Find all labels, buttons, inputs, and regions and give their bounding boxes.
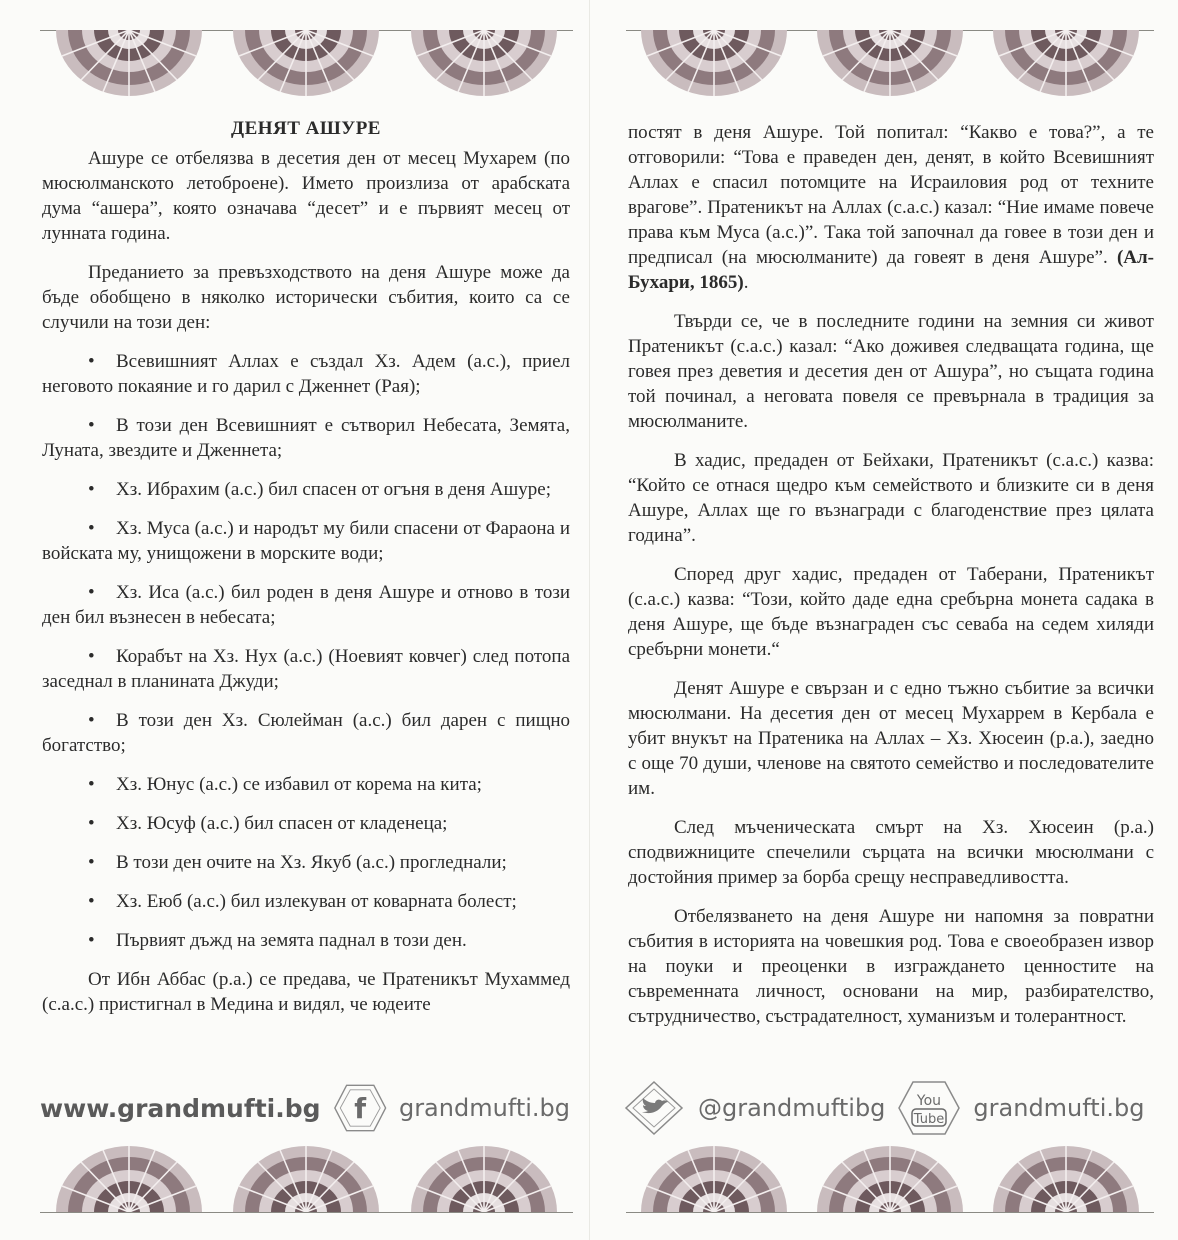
list-item: • Хз. Юсуф (а.с.) бил спасен от кладенеца; bbox=[88, 813, 448, 834]
list-item: • Корабът на Хз. Нух (а.с.) (Ноевият ковчег) след потопа заседнал в планината Джуди; bbox=[42, 646, 570, 692]
bullet: • bbox=[88, 646, 95, 667]
lead-paragraph: Преданието за превъзходството на деня Ашуре може да бъде обобщено в няколко исторически събития, които са се случили на този ден: bbox=[42, 262, 570, 333]
bullet: • bbox=[88, 891, 95, 912]
mandala-ornament bbox=[639, 1142, 789, 1212]
events-list bbox=[42, 349, 570, 953]
list-item: • В този ден Хз. Сюлейман (а.с.) бил дарен с пищно богатство; bbox=[42, 710, 570, 756]
mandala-ornament bbox=[231, 30, 381, 100]
mandala-ornament bbox=[991, 1142, 1141, 1212]
list-item: • Хз. Еюб (а.с.) бил излекуван от коварната болест; bbox=[88, 891, 517, 912]
bullet: • bbox=[88, 813, 95, 834]
list-item: • Хз. Юнус (а.с.) се избавил от корема на кита; bbox=[88, 774, 482, 795]
continuation-paragraph: постят в деня Ашуре. Той попитал: “Какво е това?”, а те отговорили: “Това е праведен ден, денят, в който Всевишният Аллах е спасил потомците на Исраиловия род от техните врагове”. Пратеникът на Аллах (с.а.с.) казал: “Ние имаме повече права към Муса (а.с.)”. Така той започнал да говее в този ден и предписал (на мюсюлманите) да говеят в деня Ашуре”. (Ал-Бухари, 1865). bbox=[628, 122, 1155, 293]
bullet: • bbox=[88, 710, 95, 731]
paragraph: Твърди се, че в последните години на земния си живот Пратеникът (с.а.с.) казал: “Ако доживея следващата година, ще говея през деветия и десетия ден от Ашура”, но същата година той починал, а неговата повеля се превърнала в традиция за мюсюлманите. bbox=[628, 311, 1154, 432]
mandala-ornament bbox=[991, 30, 1141, 100]
mandala-ornament bbox=[815, 30, 965, 100]
bottom-rule bbox=[626, 1212, 1154, 1213]
youtube-icon[interactable] bbox=[897, 1080, 961, 1136]
mandala-ornament bbox=[231, 1142, 381, 1212]
bottom-rule bbox=[40, 1212, 573, 1213]
intro-paragraph: Ашуре се отбелязва в десетия ден от месец Мухарем (по мюсюлманското летоброене). Името произлиза от арабската дума “ашера”, която означава “десет” и е първият месец от лунната година. bbox=[42, 148, 570, 244]
bullet: • bbox=[88, 415, 95, 436]
list-item: • Всевишният Аллах е създал Хз. Адем (а.с.), приел неговото покаяние и го дарил с Дженнет (Рая); bbox=[42, 351, 570, 397]
list-item: • Първият дъжд на земята паднал в този ден. bbox=[88, 930, 467, 951]
bullet: • bbox=[88, 582, 95, 603]
bullet: • bbox=[88, 351, 95, 372]
mandala-ornament bbox=[639, 30, 789, 100]
bottom-ornament-row bbox=[626, 1142, 1154, 1212]
twitter-icon[interactable] bbox=[622, 1080, 686, 1136]
list-item: • В този ден Всевишният е сътворил Небесата, Земята, Луната, звездите и Дженнета; bbox=[42, 415, 570, 461]
social-bar-left bbox=[40, 1080, 570, 1136]
mandala-ornament bbox=[815, 1142, 965, 1212]
page-title: ДЕНЯТ АШУРЕ bbox=[231, 118, 381, 139]
facebook-handle[interactable]: grandmufti.bg bbox=[398, 1094, 570, 1122]
bullet: • bbox=[88, 852, 95, 873]
list-item: • В този ден очите на Хз. Якуб (а.с.) прогледнали; bbox=[88, 852, 507, 873]
paragraph: В хадис, предаден от Бейхаки, Пратеникът (с.а.с.) казва: “Който се отнася щедро към семейството и близките си в деня Ашуре, Аллах ще го възнагради с благоденствие през цялата година”. bbox=[628, 450, 1154, 546]
paragraph: Отбелязването на деня Ашуре ни напомня за повратни събития в историята на човешкия род. Това е своеобразен извор на поуки и преоценки в изграждането ценностите на съвременната личност, основани на мир, разбирателство, сътрудничество, състрадателност, хуманизъм и толерантност. bbox=[628, 906, 1154, 1027]
top-ornament-row bbox=[626, 30, 1154, 100]
bullet: • bbox=[88, 774, 95, 795]
social-bar-right bbox=[622, 1080, 1152, 1136]
twitter-handle[interactable]: @grandmuftibg bbox=[698, 1094, 886, 1122]
closing-paragraph: От Ибн Аббас (р.а.) се предава, че Пратеникът Мухаммед (с.а.с.) пристигнал в Медина и видял, че юдеите bbox=[42, 969, 570, 1015]
bullet: • bbox=[88, 518, 95, 539]
top-ornament-row bbox=[40, 30, 573, 100]
paragraph: След мъченическата смърт на Хз. Хюсеин (р.а.) сподвижниците спечелили сърцата на всички мюсюлмани с достойния пример за борба срещу несправедливостта. bbox=[628, 817, 1154, 888]
citation: (Ал-Бухари, 1865) bbox=[628, 247, 1155, 293]
bullet: • bbox=[88, 479, 95, 500]
youtube-handle[interactable]: grandmufti.bg bbox=[973, 1094, 1145, 1122]
facebook-icon[interactable] bbox=[333, 1081, 387, 1135]
list-item: • Хз. Ибрахим (а.с.) бил спасен от огъня в деня Ашуре; bbox=[88, 479, 551, 500]
mandala-ornament bbox=[409, 1142, 559, 1212]
list-item: • Хз. Иса (а.с.) бил роден в деня Ашуре и отново в този ден бил възнесен в небесата; bbox=[42, 582, 570, 628]
mandala-ornament bbox=[54, 1142, 204, 1212]
left-text-column bbox=[42, 116, 570, 1031]
mandala-ornament bbox=[54, 30, 204, 100]
svg-text:Tube: Tube bbox=[914, 1112, 945, 1127]
svg-text:You: You bbox=[917, 1093, 942, 1109]
svg-text:f: f bbox=[353, 1093, 366, 1125]
website-link[interactable]: www.grandmufti.bg bbox=[40, 1093, 321, 1123]
list-item: • Хз. Муса (а.с.) и народът му били спасени от Фараона и войската му, унищожени в морските води; bbox=[42, 518, 570, 564]
right-text-column bbox=[628, 120, 1154, 1043]
bottom-ornament-row bbox=[40, 1142, 573, 1212]
paragraph: Според друг хадис, предаден от Таберани, Пратеникът (с.а.с.) казва: “Този, който даде една сребърна монета садака в деня Ашуре, ще бъде възнаграден със севаба на седем хиляди сребърни монети.“ bbox=[628, 564, 1154, 660]
bullet: • bbox=[88, 930, 95, 951]
paragraph: Денят Ашуре е свързан и с едно тъжно събитие за всички мюсюлмани. На десетия ден от месец Мухаррем в Кербала е убит внукът на Пратеника на Аллах – Хз. Хюсеин (р.а.), заедно с още 70 души, членове на святото семейство и последователите им. bbox=[628, 678, 1154, 799]
mandala-ornament bbox=[409, 30, 559, 100]
